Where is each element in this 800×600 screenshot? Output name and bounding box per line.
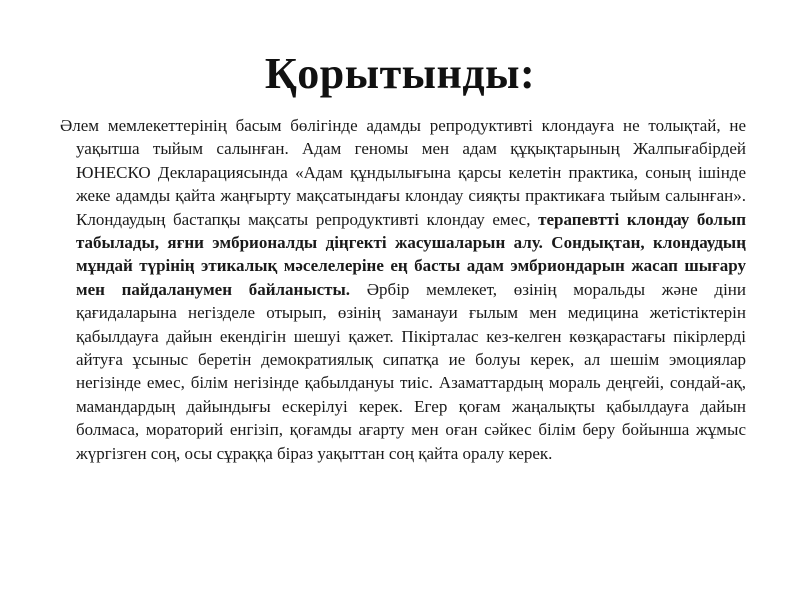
paragraph-text-intro: Әлем мемлекеттерінің басым бөлігінде адамды репродуктивті клондауға не толықтай, не уақытша тыйым салынған. Адам геномы мен адам құқықтарының Жалпығабірдей ЮНЕСКО Декларациясында «Адам құндылығына қарсы келетін практика, соның ішінде жеке адамды қайта жаңғырту мақсатындағы клондау сияқты практикаға тыйым салынған». Клондаудың бастапқы мақсаты репродуктивті клондау емес, (60, 116, 746, 229)
conclusion-paragraph (60, 114, 747, 465)
slide-title: Қорытынды: (264, 49, 536, 98)
paragraph-text-emphasis: терапевтті клондау болып табылады, яғни эмбрионалды діңгекті жасушаларын алу. Сондықтан, клондаудың мұндай түрінің этикалық мәселелеріне ең басты адам эмбриондарын жасап шығару мен пайдаланумен байланысты. (76, 209, 747, 299)
paragraph-text-closing: Әрбір мемлекет, өзінің моральды және діни қағидаларына негізделе отырып, өзінің заманауи ғылым мен медицина жетістіктерін қабылдауға дайын екендігін шешуі қажет. Пікірталас кез-келген көзқарастағы пікірлерді айтуға ұсыныс беретін демократиялық сипатқа ие болуы керек, ал шешім эмоциялар негізінде емес, білім негізінде қабылдануы тиіс. Азаматтардың мораль деңгейі, сондай-ақ, мамандардың дайындығы ескерілуі керек. Егер қоғам жаңалықты қабылдауға дайын болмаса, мораторий енгізіп, қоғамды ағарту мен оған сәйкес білім беру бойынша жұмыс жүргізген соң, осы сұраққа біраз уақыттан соң қайта оралу керек. (76, 279, 746, 463)
